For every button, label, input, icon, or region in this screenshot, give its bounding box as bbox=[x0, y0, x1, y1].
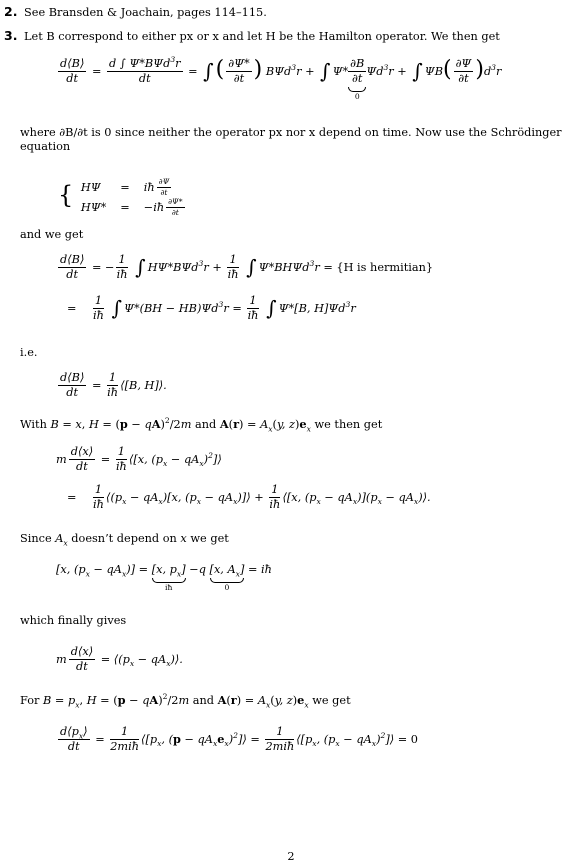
paragraph-where: where ∂B/∂t is 0 since neither the operator px nor x depend on time. Now use the Schrödinger equation bbox=[20, 126, 562, 153]
paragraph-ie: i.e. bbox=[20, 346, 38, 359]
equation-x-line2: = $\frac{1}{iħ}$ $⟨(p_x - qA_x)[x$, ($p_x$ − $qA_x)]⟩$ + $\frac{1}{iħ}$ ⟨[x, $(p_x - qA_x)](p_x$ − $qA_x)⟩$. bbox=[67, 483, 431, 512]
problem-number: 3. bbox=[4, 28, 18, 43]
paragraph-since: Since $A_x$ doesn’t depend on x we get bbox=[20, 532, 229, 548]
equation-result-px: $\frac{d⟨p_x⟩}{dt}$ = $\frac{1}{\text{2miħ}}$ $⟨[p_x$, $(p - qA_xe_x)^2]⟩$ = $\frac{1}{\text{2miħ}}$ $⟨[p_x$, ($p_x$ − $qA_x)^2]⟩ = 0$ bbox=[60, 725, 418, 754]
paragraph-and-we-get: and we get bbox=[20, 228, 84, 241]
brace-label: iħ bbox=[165, 582, 173, 592]
brace-label: 0 bbox=[224, 582, 230, 592]
hermitian-note: {H is hermitian} bbox=[336, 260, 434, 274]
problem-2-text: See Bransden & Joachain, pages 114–115. bbox=[24, 6, 267, 19]
equation-schrodinger-system: { HΨ = iħ $\frac{\partial\Psi}{\partial t}$ HΨ* = −iħ $\frac{\partial\Psi*}{\partial t}$ bbox=[58, 177, 183, 218]
problem-number: 2. bbox=[4, 4, 18, 19]
equation-commutator-line1: $\frac{d⟨B⟩}{dt}$ = − $\frac{1}{iħ}$ ∫ HΨ*BΨd$^3$r + $\frac{1}{iħ}$ ∫ Ψ*BHΨd$^3$r = {H is hermitian} bbox=[60, 253, 434, 282]
problem-3-intro-text: Let B correspond to either px or x and let H be the Hamilton operator. We then get bbox=[24, 30, 500, 43]
equation-result-x: m $\frac{d⟨x⟩}{dt}$ = $⟨(p_x$ − $qA_x)⟩$. bbox=[56, 645, 183, 674]
paragraph-for-b-px: For $B = p_x$, H = (p − qA)$^2$/2m and $A(r) = A_x(y$, $z)e_x$ we get bbox=[20, 692, 351, 710]
problem-3-intro bbox=[4, 28, 500, 44]
equation-commutator-x: [x, $(p_x - qA_x)] = [x$, $p_x$] iħ −q [x, $A_x$] 0 = iħ bbox=[56, 563, 272, 592]
equation-ehrenfest: $\frac{d⟨B⟩}{dt}$ = $\frac{1}{iħ}$ ⟨[B, H]⟩. bbox=[60, 371, 167, 400]
page-number: 2 bbox=[287, 850, 295, 863]
equation-commutator-line2: = $\frac{1}{iħ}$ ∫ $\Psi*(BH - HB)\Psi d^3r$ = $\frac{1}{iħ}$ ∫ Ψ*[B, $H]\Psi d^3r$ bbox=[67, 294, 356, 323]
paragraph-finally: which finally gives bbox=[20, 614, 127, 627]
equation-time-derivative: $\frac{d⟨B⟩}{dt}$ = $\frac{d \int \Psi*B\Psi d^3r}{dt}$ = ∫( $\frac{\partial\Psi*}{\partial t}$ ) BΨd$^3$r + ∫ Ψ* $\frac{\partial B}{\partial t}$ 0 $\Psi d^3r$ + ∫ ΨB( $\frac{\partial\Psi}{\partial t}$ )$d^3r$ bbox=[60, 55, 502, 101]
problem-2 bbox=[4, 4, 267, 20]
equation-x-line1: m $\frac{d⟨x⟩}{dt}$ = $\frac{1}{iħ}$ ⟨[x, ($p_x$ − $qA_x)^2]⟩$ bbox=[56, 445, 222, 474]
paragraph-with-b-x: With B = x, H = (p − qA)$^2$/2m and $A(r) = A_x(y$, $z)e_x$ we then get bbox=[20, 416, 383, 434]
brace-label: 0 bbox=[354, 91, 360, 101]
